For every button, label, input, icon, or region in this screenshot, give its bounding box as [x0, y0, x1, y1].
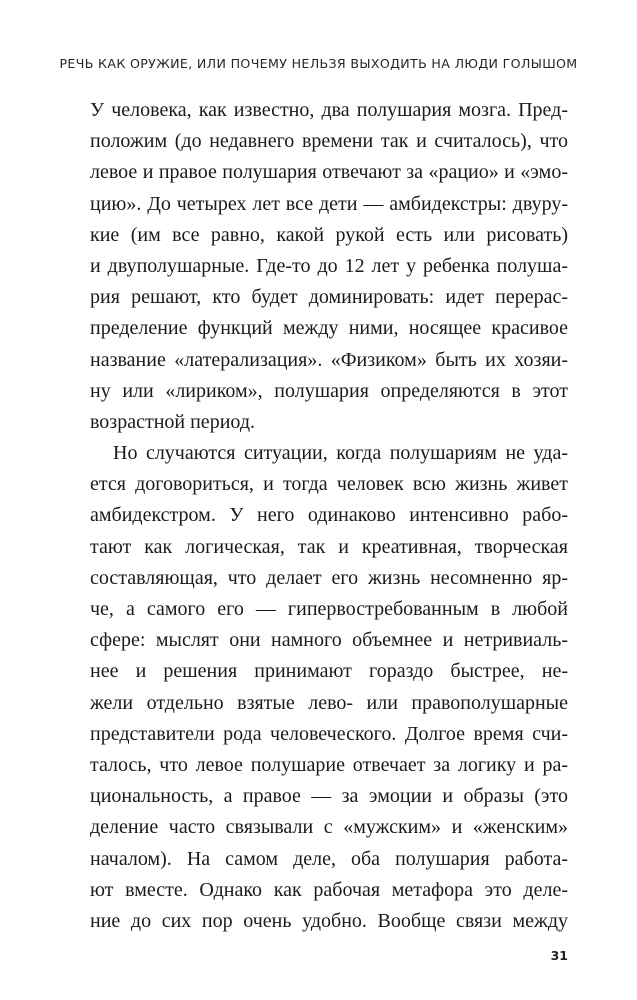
text-line: ют вместе. Однако как рабочая метафора это деле-	[90, 878, 568, 901]
running-head: РЕЧЬ КАК ОРУЖИЕ, ИЛИ ПОЧЕМУ НЕЛЬЗЯ ВЫХОДИТЬ НА ЛЮДИ ГОЛЫШОМ	[59, 56, 578, 71]
text-line: рия решают, кто будет доминировать: идет перерас-	[90, 286, 568, 309]
text-line: ется договориться, и тогда человек всю жизнь живет	[90, 473, 568, 496]
page-number: 31	[550, 948, 568, 963]
paragraph-2	[90, 438, 568, 937]
text-line: левое и правое полушария отвечают за «рацио» и «эмо-	[90, 161, 568, 184]
text-line: ние до сих пор очень удобно. Вообще связи между	[90, 909, 568, 932]
text-line: и двуполушарные. Где-то до 12 лет у ребенка полуша-	[90, 254, 568, 277]
text-line: цию». До четырех лет все дети — амбидекстры: двуру-	[90, 192, 568, 215]
text-line: название «латерализация». «Физиком» быть их хозяи-	[90, 348, 568, 371]
text-line: положим (до недавнего времени так и считалось), что	[90, 130, 568, 153]
text-line: ну или «лириком», полушария определяются в этот	[90, 379, 568, 402]
text-line: возрастной период.	[90, 410, 255, 433]
text-line: представители рода человеческого. Долгое время счи-	[90, 722, 568, 745]
text-line: составляющая, что делает его жизнь несомненно яр-	[90, 566, 568, 589]
text-line: У человека, как известно, два полушария мозга. Пред-	[90, 99, 568, 121]
text-line: тают как логическая, так и креативная, творческая	[90, 535, 568, 558]
text-line: кие (им все равно, какой рукой есть или рисовать)	[90, 223, 568, 246]
text-line: циональность, а правое — за эмоции и образы (это	[90, 785, 568, 808]
text-line: амбидекстром. У него одинаково интенсивно рабо-	[90, 504, 568, 527]
paragraph-1	[90, 95, 568, 438]
text-line: нее и решения принимают гораздо быстрее, не-	[90, 660, 568, 683]
text-line: сфере: мыслят они намного объемнее и нетривиаль-	[90, 629, 568, 652]
text-line: че, а самого его — гипервостребованным в любой	[90, 598, 568, 620]
text-line: деление часто связывали с «мужским» и «женским»	[90, 816, 568, 839]
text-line: жели отдельно взятые лево- или правополушарные	[90, 691, 568, 714]
body-text	[90, 95, 568, 937]
text-line: талось, что левое полушарие отвечает за логику и ра-	[90, 753, 568, 776]
text-line: Но случаются ситуации, когда полушариям не уда-	[113, 442, 568, 465]
text-line: пределение функций между ними, носящее красивое	[90, 317, 568, 340]
text-line: началом). На самом деле, оба полушария работа-	[90, 847, 568, 870]
